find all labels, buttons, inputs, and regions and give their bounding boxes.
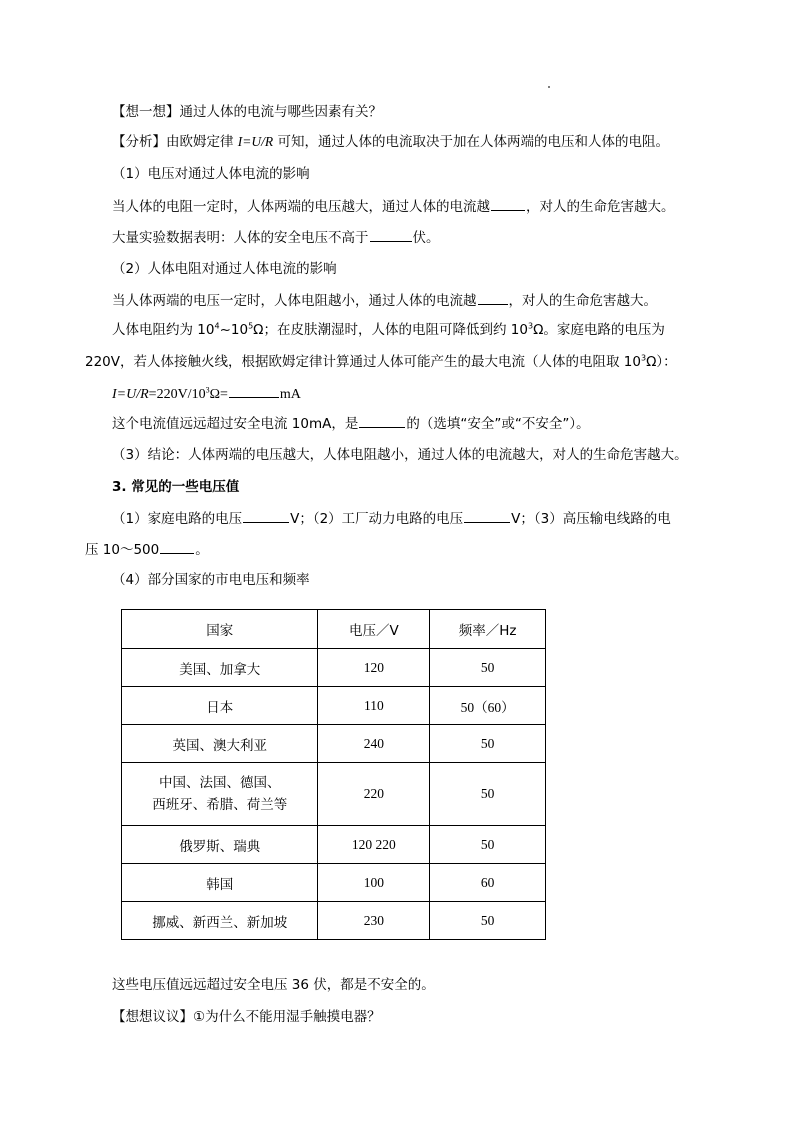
table-row: [122, 687, 546, 725]
common-line1: [112, 508, 671, 529]
cell-frequency: 50: [430, 763, 546, 826]
cell-frequency: 50: [430, 649, 546, 687]
conclusion-line: （3）结论：人体两端的电压越大，人体电阻越小，通过人体的电流越大，对人的生命危害越大。: [112, 447, 688, 463]
answer-blank-safe-or-not[interactable]: [359, 413, 405, 428]
cell-country: 韩国: [122, 864, 318, 902]
discuss-text: ①为什么不能用湿手触摸电器？: [193, 1009, 381, 1025]
cell-country: [122, 763, 318, 826]
ohm-formula: I=U/R: [237, 134, 274, 149]
header-frequency: 频率／Hz: [430, 610, 546, 649]
s2-line1: [112, 290, 657, 311]
answer-blank-current-larger-2[interactable]: [478, 290, 508, 305]
discuss-line: [112, 1007, 381, 1027]
calc-formula: I=U/R: [112, 387, 149, 402]
s1-line2-pre: 大量实验数据表明：人体的安全电压不高于: [112, 230, 369, 246]
safety-note: 这些电压值远远超过安全电压 36 伏，都是不安全的。: [112, 977, 435, 993]
cell-voltage: 110: [318, 687, 430, 725]
res-pre: 人体电阻约为 10: [112, 322, 215, 338]
cell-voltage: 230: [318, 902, 430, 940]
s1-line1: [112, 196, 675, 217]
res-exp3: 3: [527, 321, 534, 331]
cell-voltage: 100: [318, 864, 430, 902]
cell-voltage: 120 220: [318, 826, 430, 864]
cell-frequency: 50: [430, 826, 546, 864]
stray-dot: [548, 86, 550, 88]
table-row: [122, 649, 546, 687]
think-line: [112, 102, 382, 122]
cell-country-line2: 西班牙、希腊、荷兰等: [152, 797, 288, 813]
header-voltage: 电压／V: [318, 610, 430, 649]
res-mid: ~10: [219, 322, 249, 338]
calc-pre: =220V/10: [148, 387, 206, 402]
table-caption: （4）部分国家的市电电压和频率: [112, 572, 310, 588]
calc-mid: Ω=: [209, 387, 228, 402]
cell-frequency: 60: [430, 864, 546, 902]
compare-post: 的（选填“安全”或“不安全”）。: [406, 416, 590, 432]
table-row: [122, 902, 546, 940]
common-voltage-heading: 3. 常见的一些电压值: [112, 479, 240, 495]
cont-exp: 3: [640, 353, 647, 363]
table-row: [122, 864, 546, 902]
s2-line1-post: ，对人的生命危害越大。: [508, 293, 657, 309]
answer-blank-hv-unit[interactable]: [160, 539, 194, 554]
res-exp1: 4: [214, 321, 220, 331]
common-line1-c: V；（3）高压输电线路的电: [511, 511, 671, 527]
cell-country: 挪威、新西兰、新加坡: [122, 902, 318, 940]
header-country: 国家: [122, 610, 318, 649]
table-row: [122, 725, 546, 763]
calc-exp: 3: [205, 385, 210, 395]
cell-frequency: 50: [430, 902, 546, 940]
cell-voltage: 240: [318, 725, 430, 763]
res-exp2: 5: [248, 321, 254, 331]
s1-line2-post: 伏。: [412, 230, 440, 246]
s1-line1-post: ，对人的生命危害越大。: [526, 199, 675, 215]
s1-line1-pre: 当人体的电阻一定时，人体两端的电压越大，通过人体的电流越: [112, 199, 490, 215]
answer-blank-factory-voltage[interactable]: [464, 508, 510, 523]
analysis-tag: 【分析】: [112, 134, 166, 150]
calc-line: [112, 383, 301, 405]
calc-unit: mA: [279, 387, 301, 402]
table-row: [122, 826, 546, 864]
answer-blank-current-value[interactable]: [229, 383, 279, 398]
cell-country: 俄罗斯、瑞典: [122, 826, 318, 864]
common-line2-post: 。: [195, 542, 209, 558]
common-line1-b: V；（2）工厂动力电路的电压: [290, 511, 464, 527]
cell-country-line1: 中国、法国、德国、: [158, 775, 281, 791]
cell-frequency: 50: [430, 725, 546, 763]
cell-voltage: 120: [318, 649, 430, 687]
cell-voltage: 220: [318, 763, 430, 826]
think-question: 通过人体的电流与哪些因素有关？: [179, 104, 382, 120]
s2-title: （2）人体电阻对通过人体电流的影响: [112, 261, 337, 277]
discuss-tag: 【想想议议】: [112, 1009, 193, 1025]
common-line2-pre: 压 10～500: [85, 542, 160, 558]
think-tag: 【想一想】: [112, 104, 180, 120]
res-post1: Ω；在皮肤潮湿时，人体的电阻可降低到约 10: [253, 322, 528, 338]
analysis-pre: 由欧姆定律: [166, 134, 238, 150]
cont-pre: 220V，若人体接触火线，根据欧姆定律计算通过人体可能产生的最大电流（人体的电阻取 10: [85, 354, 641, 370]
common-line1-a: （1）家庭电路的电压: [112, 511, 243, 527]
voltage-frequency-table: [121, 609, 546, 940]
res-post2: Ω。家庭电路的电压为: [533, 322, 665, 338]
compare-line: [112, 413, 590, 434]
analysis-line: [112, 132, 669, 152]
table-header-row: [122, 610, 546, 649]
s1-line2: [112, 227, 440, 248]
compare-pre: 这个电流值远远超过安全电流 10mA，是: [112, 416, 359, 432]
s1-title: （1）电压对通过人体电流的影响: [112, 166, 310, 182]
resistance-line: [112, 320, 665, 340]
cell-frequency: 50（60）: [430, 687, 546, 725]
cont-post: Ω）：: [646, 354, 677, 370]
common-line2: [85, 539, 209, 560]
table-row: [122, 763, 546, 826]
s2-line1-pre: 当人体两端的电压一定时，人体电阻越小，通过人体的电流越: [112, 293, 477, 309]
cell-country: 英国、澳大利亚: [122, 725, 318, 763]
resistance-cont-line: [85, 352, 677, 372]
answer-blank-safe-voltage[interactable]: [370, 227, 412, 242]
answer-blank-home-voltage[interactable]: [243, 508, 289, 523]
cell-country: 日本: [122, 687, 318, 725]
cell-country: 美国、加拿大: [122, 649, 318, 687]
analysis-post: 可知，通过人体的电流取决于加在人体两端的电压和人体的电阻。: [273, 134, 669, 150]
answer-blank-current-larger[interactable]: [491, 196, 525, 211]
